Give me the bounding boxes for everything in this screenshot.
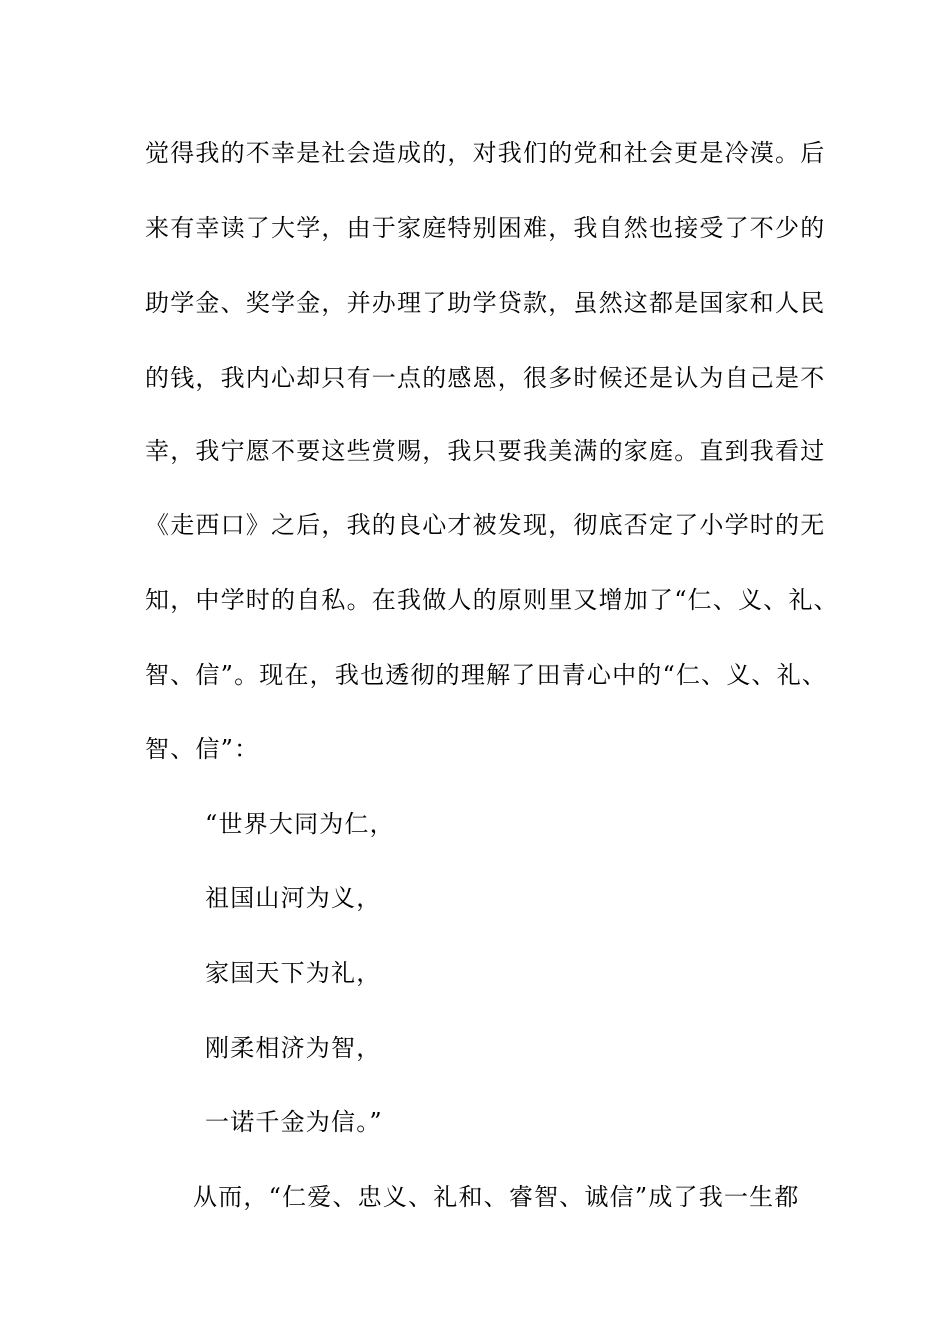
poem-line: 家国天下为礼，: [205, 959, 382, 987]
poem-line: “世界大同为仁，: [205, 810, 395, 838]
paragraph-line: 智、信”：: [145, 735, 260, 763]
poem-line: 祖国山河为义，: [205, 884, 382, 912]
paragraph-line: 智、信”。现在，我也透彻的理解了田青心中的“仁、义、礼、: [145, 661, 828, 689]
paragraph-line: 《走西口》之后，我的良心才被发现，彻底否定了小学时的无: [145, 511, 826, 539]
poem-line: 一诺千金为信。”: [205, 1108, 383, 1136]
paragraph-line: 知，中学时的自私。在我做人的原则里又增加了“仁、义、礼、: [145, 586, 839, 614]
paragraph-line: 的钱，我内心却只有一点的感恩，很多时候还是认为自己是不: [145, 364, 826, 392]
paragraph-line: 助学金、奖学金，并办理了助学贷款，虽然这都是国家和人民: [145, 289, 826, 317]
poem-line: 刚柔相济为智，: [205, 1034, 382, 1062]
paragraph-line: 觉得我的不幸是社会造成的，对我们的党和社会更是冷漠。后: [145, 139, 826, 167]
paragraph-line: 来有幸读了大学，由于家庭特别困难，我自然也接受了不少的: [145, 214, 826, 242]
paragraph-line: 幸，我宁愿不要这些赏赐，我只要我美满的家庭。直到我看过: [145, 437, 826, 465]
closing-line: 从而，“仁爱、忠义、礼和、睿智、诚信”成了我一生都: [193, 1183, 800, 1211]
